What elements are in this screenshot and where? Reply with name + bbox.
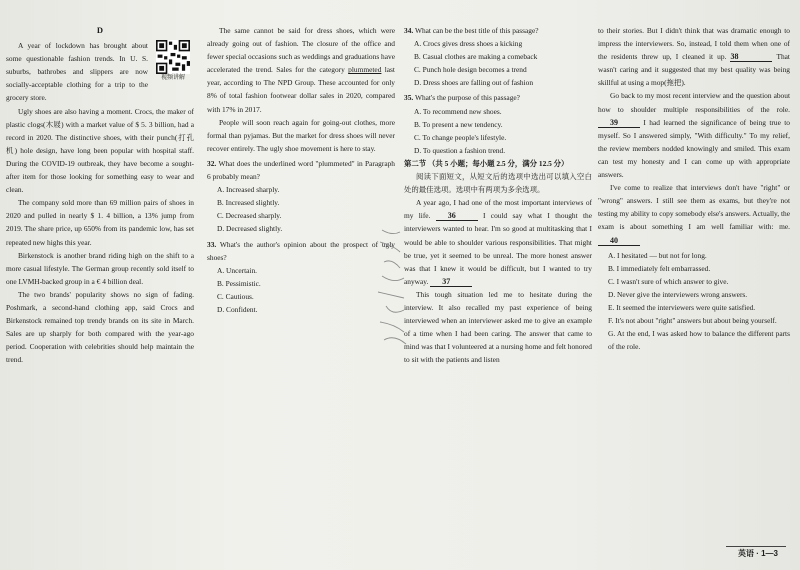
- paragraph-6-text-b: last year, according to The NPD Group. These accounted for only 8% of total fashion footwear dollar sales in 2020, compared with 17% in 2017.: [207, 65, 395, 114]
- part-2-heading: 第二节 （共 5 小题；每小题 2.5 分，满分 12.5 分）: [404, 158, 569, 168]
- question-33: [207, 238, 395, 317]
- question-stem: What does the underlined word "plummeted" in Paragraph 6 probably mean?: [207, 158, 395, 182]
- part-2-instructions: 阅读下面短文，从短文后的选项中选出可以填入空白处的最佳选项。选项中有两项为多余选项。: [404, 172, 592, 195]
- blank-37[interactable]: 37: [430, 277, 472, 287]
- option-b[interactable]: B. To present a new tendency.: [414, 119, 503, 129]
- section-title: D: [96, 25, 104, 35]
- column-1: [6, 24, 194, 366]
- option-d[interactable]: D. Never give the interviewers wrong answers.: [608, 289, 748, 299]
- cloze-text: I had learned the significance of being true to myself. So I answered simply, "With difficulty." To my relief, the review members nodded knowingly and smiled. This exam can test my honesty and I can come up with appropriate answers.: [598, 117, 790, 180]
- question-number: 34.: [404, 26, 414, 35]
- cloze-text: That wasn't caring and it suggested that my best quality was being skillful at using a mop(拖把).: [598, 52, 790, 88]
- blank-39[interactable]: 39: [598, 118, 640, 128]
- cloze-paragraph-4: [598, 181, 790, 246]
- cloze-text: Go back to my most recent interview and the question about how to shoulder multiple responsibilities of the role.: [598, 91, 790, 114]
- option-a[interactable]: A. To recommend new shoes.: [414, 106, 502, 116]
- question-number: 32.: [207, 158, 217, 168]
- qr-code-block: [152, 40, 194, 83]
- option-a[interactable]: A. Increased sharply.: [217, 185, 280, 195]
- blank-36[interactable]: 36: [436, 211, 478, 221]
- option-b[interactable]: B. I immediately felt embarrassed.: [608, 263, 711, 273]
- option-a[interactable]: A. I hesitated — but not for long.: [608, 250, 707, 260]
- cloze-paragraph-1: [404, 196, 592, 288]
- question-number: 35.: [404, 93, 414, 103]
- option-c[interactable]: C. I wasn't sure of which answer to give.: [608, 276, 729, 286]
- paragraph-5: The two brands' popularity shows no sign of fading. Poshmark, a second-hand clothing app, said Crocs and Birkenstock remained top trendy brands on its site in March. Sales are up sharply for both compared with the year-ago period. Cooperation with celebrities should help maintain the trend.: [6, 289, 194, 365]
- question-stem: What's the purpose of this passage?: [414, 93, 520, 103]
- cloze-text: A year ago, I had one of the most important interviews of my life.: [404, 198, 592, 221]
- column-3: [404, 24, 592, 366]
- option-c[interactable]: C. Decreased sharply.: [217, 211, 282, 221]
- option-c[interactable]: C. Cautious.: [217, 291, 254, 301]
- paragraph-2: Ugly shoes are also having a moment. Crocs, the maker of plastic clogs(木屐) with a market value of $ 5. 3 billion, had a record in 2020. The distinctive shoes, with their punch(打孔机) hole design, have long been popular with hospital staff. During the COVID-19 outbreak, they have become a sought-after item for those looking for something easy to wear and clean.: [6, 106, 194, 195]
- paragraph-6: [207, 24, 395, 116]
- cloze-text: to their stories. But I didn't think that was dramatic enough to impress the interviewers. So, instead, I told them when one of the residents threw up, I cleaned it up.: [598, 26, 790, 62]
- option-g[interactable]: G. At the end, I was asked how to balance the different parts of the role.: [608, 329, 790, 352]
- option-b[interactable]: B. Pessimistic.: [217, 278, 261, 288]
- option-f[interactable]: F. It's not about "right" answers but about being yourself.: [608, 316, 777, 326]
- blank-38[interactable]: 38: [730, 52, 772, 62]
- column-2: [207, 24, 395, 316]
- qr-caption: 视频讲解: [160, 75, 185, 82]
- cloze-text: I've come to realize that interviews don't have "right" or "wrong" answers. I still see them as exams, but they're not testing my ability to copy somebody else's answers. Actually, the exam is about something I am well familiar with: me.: [598, 183, 790, 232]
- paragraph-6-text-a: The same cannot be said for dress shoes, which were already going out of fashion. The closure of the office and fewer special occasions such as weddings and graduations have accelerated the trend. Sales for the category: [207, 26, 395, 75]
- option-d[interactable]: D. Dress shoes are falling out of fashion: [414, 78, 534, 88]
- cloze-paragraph-3: [598, 89, 790, 181]
- paragraph-4: Birkenstock is another brand riding high on the shift to a more casual lifestyle. The German group recently sold itself to one LVMH-backed group in a € 4 billion deal.: [6, 250, 194, 286]
- column-4: [598, 24, 790, 353]
- paragraph-3: The company sold more than 69 million pairs of shoes in 2020 and pulled in nearly $ 1. 4 billion, a 13% jump from 2019. The share price, up 650% from its pandemic low, has set repeated new highs this year.: [6, 198, 194, 247]
- qr-code-icon[interactable]: [156, 40, 190, 74]
- option-d[interactable]: D. Confident.: [217, 304, 258, 314]
- question-stem: What can be the best title of this passage?: [414, 26, 539, 35]
- paragraph-7: People will soon reach again for going-out clothes, more formal than pyjamas. But the market for dress shoes will never recover entirely. The ugly shoe movement is here to stay.: [207, 117, 395, 153]
- cloze-paragraph-2-cont: [598, 24, 790, 89]
- option-a[interactable]: A. Uncertain.: [217, 265, 258, 275]
- option-b[interactable]: B. Casual clothes are making a comeback: [414, 52, 538, 62]
- question-34: [404, 24, 592, 89]
- option-c[interactable]: C. To change people's lifestyle.: [414, 132, 507, 142]
- question-stem: What's the author's opinion about the prospect of ugly shoes?: [207, 239, 395, 262]
- footer-rule: [726, 546, 786, 547]
- page-footer: 英语 · 1—3: [737, 549, 778, 558]
- option-d[interactable]: D. To question a fashion trend.: [414, 145, 506, 155]
- blank-40[interactable]: 40: [598, 236, 640, 246]
- question-35: [404, 91, 592, 156]
- underlined-word: plummeted: [348, 65, 382, 75]
- cloze-text: I could say what I thought the interviewers wanted to hear. I'm so good at multitasking that I would be able to shoulder various responsibilities. That might be true, yet it seemed to be unreal. The more honest answer was that I knew it would be difficult, but I wanted to try anyway.: [404, 211, 593, 286]
- option-c[interactable]: C. Punch hole design becomes a trend: [414, 65, 527, 75]
- question-number: 33.: [207, 239, 217, 249]
- option-e[interactable]: E. It seemed the interviewers were quite satisfied.: [608, 302, 756, 312]
- question-32: [207, 157, 395, 236]
- option-a[interactable]: A. Crocs gives dress shoes a kicking: [414, 39, 523, 49]
- cloze-options: [598, 249, 790, 354]
- option-b[interactable]: B. Increased slightly.: [217, 198, 280, 208]
- option-d[interactable]: D. Decreased slightly.: [217, 224, 283, 234]
- paragraph-1: A year of lockdown has brought about some questionable fashion trends. In U. S. suburbs, bathrobes and slippers are now socially-acceptable clothing for a trip to the grocery store.: [6, 41, 148, 103]
- pencil-annotation: [376, 222, 416, 362]
- cloze-paragraph-2: This tough situation led me to hesitate during the interview. It also recalled my past experience of being interviewed when an interviewer asked me to give an example of a time when I had been caring. The answer that came to mind was that I volunteered at a nursing home and felt honored to sit with the patients and listen: [404, 289, 592, 365]
